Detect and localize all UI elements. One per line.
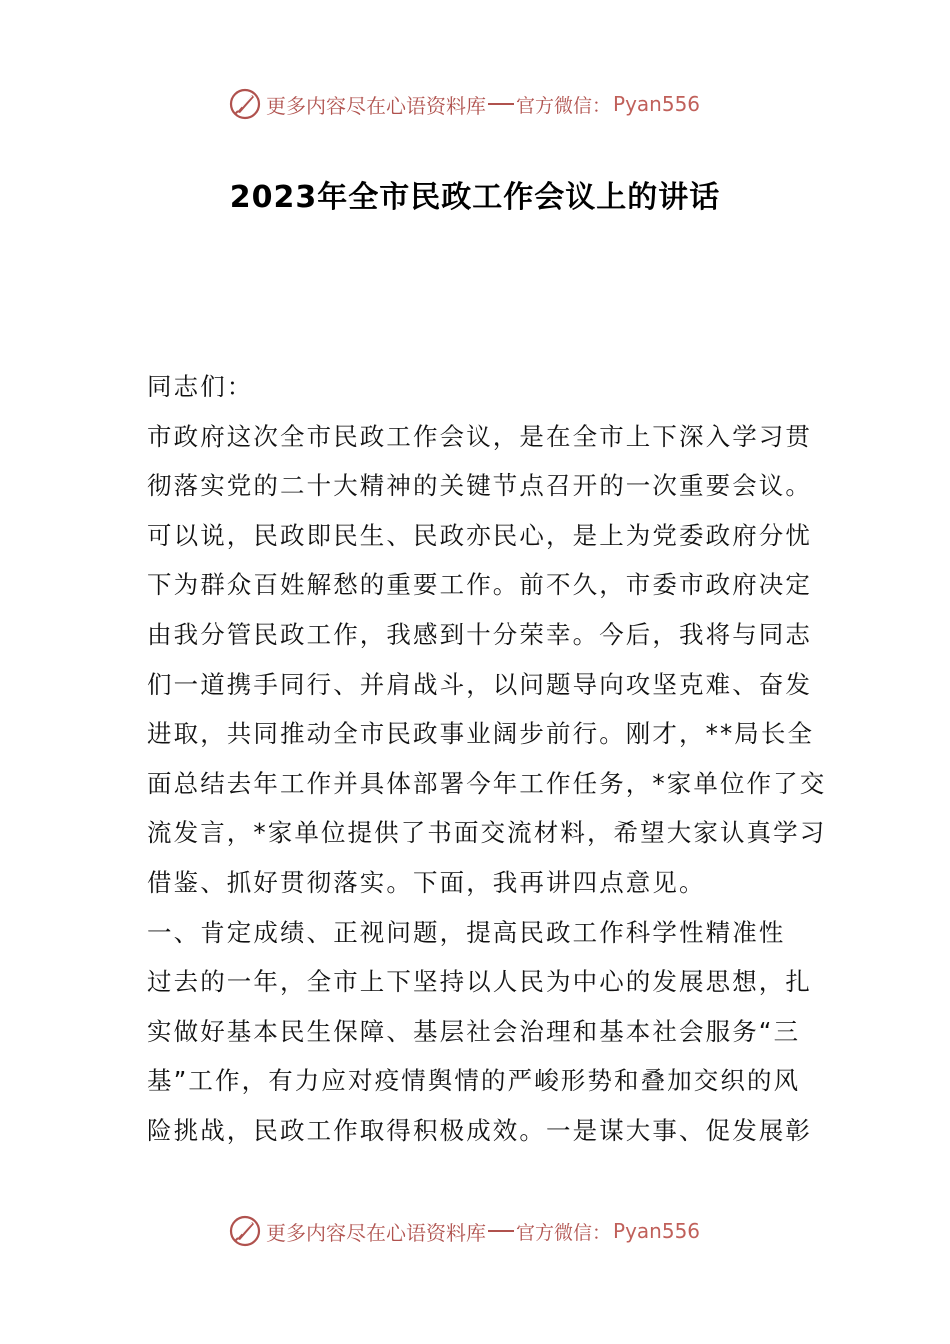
text-line: 面总结去年工作并具体部署今年工作任务，*家单位作了交 xyxy=(147,768,827,798)
text-line: 可以说，民政即民生、民政亦民心，是上为党委政府分忧 xyxy=(147,520,812,550)
text-line: 市政府这次全市民政工作会议，是在全市上下深入学习贯 xyxy=(147,421,812,451)
section-heading: 一、肯定成绩、正视问题，提高民政工作科学性精准性 xyxy=(147,917,786,947)
watermark-wechat-id: Pyan556 xyxy=(613,92,701,116)
text-line: 彻落实党的二十大精神的关键节点召开的一次重要会议。 xyxy=(147,471,812,501)
document-title: 2023年全市民政工作会议上的讲话 xyxy=(229,180,721,215)
footer-watermark xyxy=(228,1211,700,1251)
text-line: 由我分管民政工作，我感到十分荣幸。今后，我将与同志 xyxy=(147,619,812,649)
text-line: 下为群众百姓解愁的重要工作。前不久，市委市政府决定 xyxy=(147,570,812,600)
quill-logo-icon xyxy=(228,87,262,121)
watermark-wechat-id: Pyan556 xyxy=(613,1219,701,1243)
header-watermark xyxy=(228,84,700,124)
quill-logo-icon xyxy=(228,1214,262,1248)
watermark-dash xyxy=(488,103,514,105)
text-line: 基”工作，有力应对疫情舆情的严峻形势和叠加交织的风 xyxy=(147,1066,801,1096)
document-body xyxy=(147,362,827,1156)
text-line: 过去的一年，全市上下坚持以人民为中心的发展思想，扎 xyxy=(147,967,812,997)
text-line: 流发言，*家单位提供了书面交流材料，希望大家认真学习 xyxy=(147,818,827,848)
text-line: 借鉴、抓好贯彻落实。下面，我再讲四点意见。 xyxy=(147,867,706,897)
watermark-dash xyxy=(488,1230,514,1232)
watermark-site-text: 更多内容尽在心语资料库 xyxy=(266,93,486,118)
text-line: 实做好基本民生保障、基层社会治理和基本社会服务“三 xyxy=(147,1016,801,1046)
watermark-wechat-label: 官方微信： xyxy=(516,94,612,117)
text-line: 险挑战，民政工作取得积极成效。一是谋大事、促发展彰 xyxy=(147,1115,812,1145)
text-line: 进取，共同推动全市民政事业阔步前行。刚才，**局长全 xyxy=(147,719,815,749)
watermark-site-text: 更多内容尽在心语资料库 xyxy=(266,1220,486,1245)
text-line: 们一道携手同行、并肩战斗，以问题导向攻坚克难、奋发 xyxy=(147,669,812,699)
text-line: 同志们： xyxy=(147,372,254,401)
watermark-wechat-label: 官方微信： xyxy=(516,1221,612,1244)
